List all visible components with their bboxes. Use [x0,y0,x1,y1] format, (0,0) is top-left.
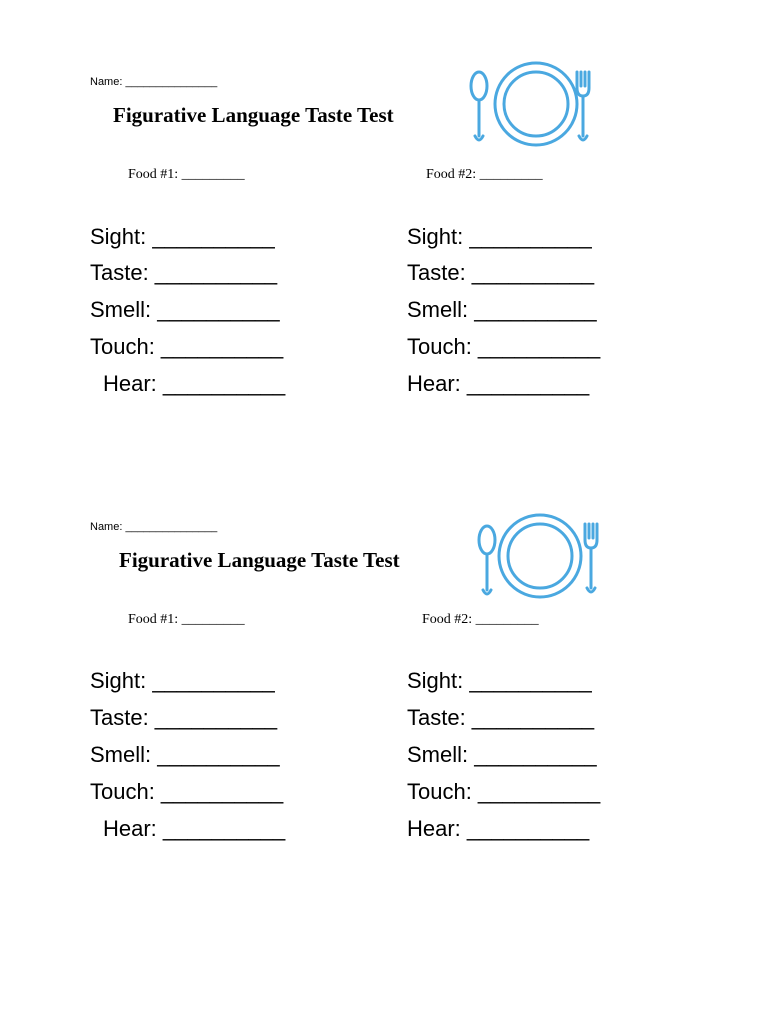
sense-taste-1: Taste: __________ [90,260,278,285]
sense-sight-2: Sight: __________ [407,668,592,693]
sense-smell-2: Smell: __________ [407,297,597,322]
sense-sight-1: Sight: __________ [90,668,275,693]
sense-touch-1: Touch: __________ [90,334,284,359]
page-title: Figurative Language Taste Test [119,548,400,572]
food-2-field: Food #2: _________ [422,612,539,627]
sense-smell-1: Smell: __________ [90,297,280,322]
name-field: Name: _______________ [90,521,218,533]
sense-touch-2: Touch: __________ [407,334,601,359]
sense-taste-2: Taste: __________ [407,260,595,285]
food-2-field: Food #2: _________ [426,167,543,182]
sense-hear-2: Hear: __________ [407,371,590,396]
sense-touch-1: Touch: __________ [90,779,284,804]
sense-hear-2: Hear: __________ [407,816,590,841]
place-setting-icon [463,58,593,150]
page-title: Figurative Language Taste Test [113,103,394,127]
food-1-field: Food #1: _________ [128,612,245,627]
sense-sight-2: Sight: __________ [407,224,592,249]
sense-hear-1: Hear: __________ [103,816,286,841]
food-1-field: Food #1: _________ [128,167,245,182]
sense-hear-1: Hear: __________ [103,371,286,396]
sense-smell-2: Smell: __________ [407,742,597,767]
sense-taste-1: Taste: __________ [90,705,278,730]
place-setting-icon [473,512,603,604]
name-field: Name: _______________ [90,76,218,88]
sense-touch-2: Touch: __________ [407,779,601,804]
sense-smell-1: Smell: __________ [90,742,280,767]
sense-sight-1: Sight: __________ [90,224,275,249]
sense-taste-2: Taste: __________ [407,705,595,730]
